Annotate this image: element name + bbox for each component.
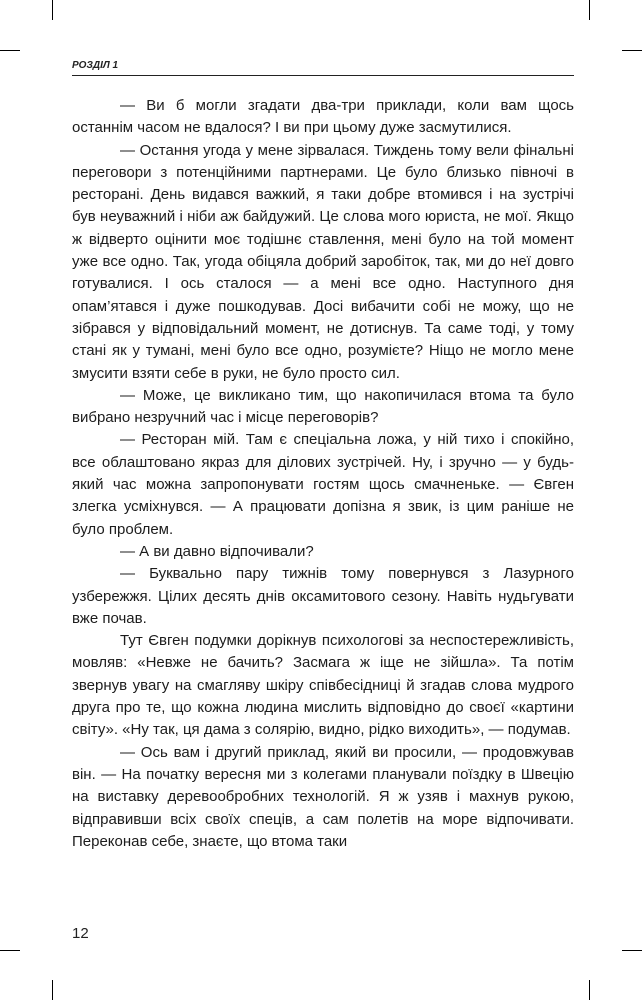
crop-mark-left-top <box>0 50 20 51</box>
page-number: 12 <box>72 925 89 942</box>
paragraph: — Остання угода у мене зірвалася. Тиждень тому вели фінальні переговори з потенційними партнерами. Це було близько півночі в ресторані. День видався важкий, я таки добре втомився і на зустрічі був неуважний і ніби аж байдужий. Це слова мого юриста, не мої. Якщо ж відверто оцінити моє тодішнє ставлення, мені було на той момент уже все одно. Так, угода обіцяла добрий заробіток, так, ми до неї довго готувалися. І ось сталося — а мені все одно. Наступного дня опам’ятався і дуже пошкодував. Досі вибачити собі не можу, що не зібрався у відповідальний момент, не дотиснув. Та саме тоді, у тому стані як у тумані, мені було все одно, розумієте? Ніщо не могло мене змусити взяти себе в руки, не було просто сил. <box>72 141 574 382</box>
paragraph: — А ви давно відпочивали? <box>120 542 314 560</box>
paragraph: — Може, це викликано тим, що накопичилася втома та було вибрано незручний час і місце переговорів? <box>72 386 574 427</box>
crop-mark-top-right <box>589 0 590 20</box>
crop-mark-bottom-left <box>52 980 53 1000</box>
crop-mark-top-left <box>52 0 53 20</box>
chapter-label: РОЗДІЛ 1 <box>72 60 119 71</box>
paragraph: — Ресторан мій. Там є спеціальна ложа, у ній тихо і спокійно, все облаштовано якраз для ділових зустрічей. Ну, і зручно — у будь-який час можна запропонувати гостям щось смачненьке. — Євген злегка усміхнувся. — А працювати допізна я звик, із цим раніше не було проблем. <box>72 431 574 538</box>
header-rule <box>72 75 574 76</box>
paragraph: — Ви б могли згадати два-три приклади, коли вам щось останнім часом не вдалося? І ви при цьому дуже засмутилися. <box>72 97 574 137</box>
running-header <box>72 60 574 76</box>
crop-mark-bottom-right <box>589 980 590 1000</box>
crop-mark-left-bottom <box>0 950 20 951</box>
body-text <box>72 95 574 853</box>
paragraph: — Буквально пару тижнів тому повернувся з Лазурного узбережжя. Цілих десять днів оксамитового сезону. Навіть нудьгувати вже почав. <box>72 565 574 627</box>
paragraph: Тут Євген подумки дорікнув психологові за неспостережливість, мовляв: «Невже не бачить? Засмага ж іще не зійшла». Та потім звернув увагу на смагляву шкіру співбесідниці й згадав слова мудрого друга про те, що кожна людина мислить відповідно до своєї «картини світу». «Ну так, ця дама з солярію, видно, рідко виходить», — подумав. <box>72 632 574 739</box>
crop-mark-right-bottom <box>622 950 642 951</box>
paragraph: — Ось вам і другий приклад, який ви просили, — продовжував він. — На початку вересня ми з колегами планували поїздку в Швецію на виставку деревообробних технологій. Я ж узяв і махнув рукою, відправивши всіх своїх спеців, а сам полетів на море відпочивати. Переконав себе, знаєте, що втома таки <box>72 743 574 850</box>
crop-mark-right-top <box>622 50 642 51</box>
